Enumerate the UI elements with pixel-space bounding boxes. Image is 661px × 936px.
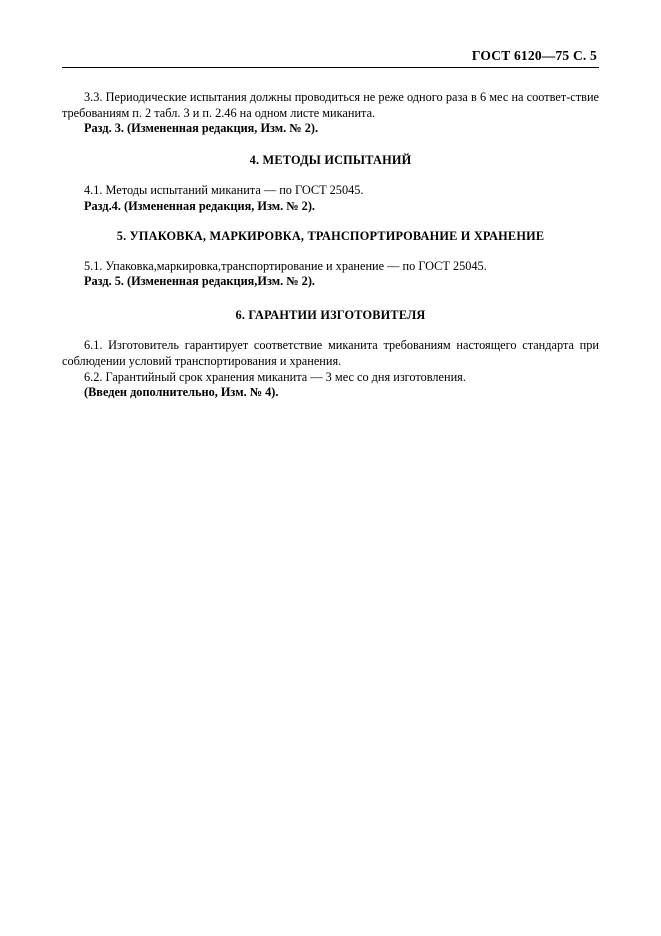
section-heading-6: 6. ГАРАНТИИ ИЗГОТОВИТЕЛЯ (235, 308, 426, 323)
amendment-note-section-3 (62, 121, 599, 137)
spacer (62, 168, 599, 183)
page-header: ГОСТ 6120—75 С. 5 (471, 48, 597, 63)
paragraph-3-3: 3.3. Периодические испытания должны проводиться не реже одного раза в 6 мес на соответ-ствие требованиям п. 2 табл. 3 и п. 2.46 на одном листе миканита. (62, 90, 599, 120)
paragraph-6-2: 6.2. Гарантийный срок хранения миканита — 3 мес со дня изготовления. (84, 369, 466, 384)
amendment-note-section-6 (62, 385, 599, 401)
amendment-note-section-4 (62, 199, 599, 215)
spacer (62, 290, 599, 308)
paragraph-4-1: 4.1. Методы испытаний миканита — по ГОСТ 25045. (84, 183, 364, 198)
amendment-note-section-5 (62, 274, 599, 290)
spacer (62, 137, 599, 153)
amendment-note-section-6-text: (Введен дополнительно, Изм. № 4). (84, 385, 279, 400)
spacer (62, 244, 599, 259)
spacer (62, 215, 599, 229)
section-heading-5: 5. УПАКОВКА, МАРКИРОВКА, ТРАНСПОРТИРОВАНИЕ И ХРАНЕНИЕ (116, 228, 545, 243)
amendment-note-section-5-text: Разд. 5. (Измененная редакция,Изм. № 2). (84, 274, 315, 289)
amendment-note-section-4-text: Разд.4. (Измененная редакция, Изм. № 2). (84, 198, 315, 213)
paragraph-5-1: 5.1. Упаковка,маркировка,транспортирование и хранение — по ГОСТ 25045. (84, 258, 487, 273)
paragraph-6-1: 6.1. Изготовитель гарантирует соответствие миканита требованиям настоящего стандарта при соблюдении условий транспортирования и хранения. (62, 338, 599, 368)
header-divider (62, 67, 599, 68)
spacer (62, 323, 599, 338)
amendment-note-section-3-text: Разд. 3. (Измененная редакция, Изм. № 2). (84, 121, 319, 136)
section-heading-4: 4. МЕТОДЫ ИСПЫТАНИЙ (249, 153, 412, 168)
